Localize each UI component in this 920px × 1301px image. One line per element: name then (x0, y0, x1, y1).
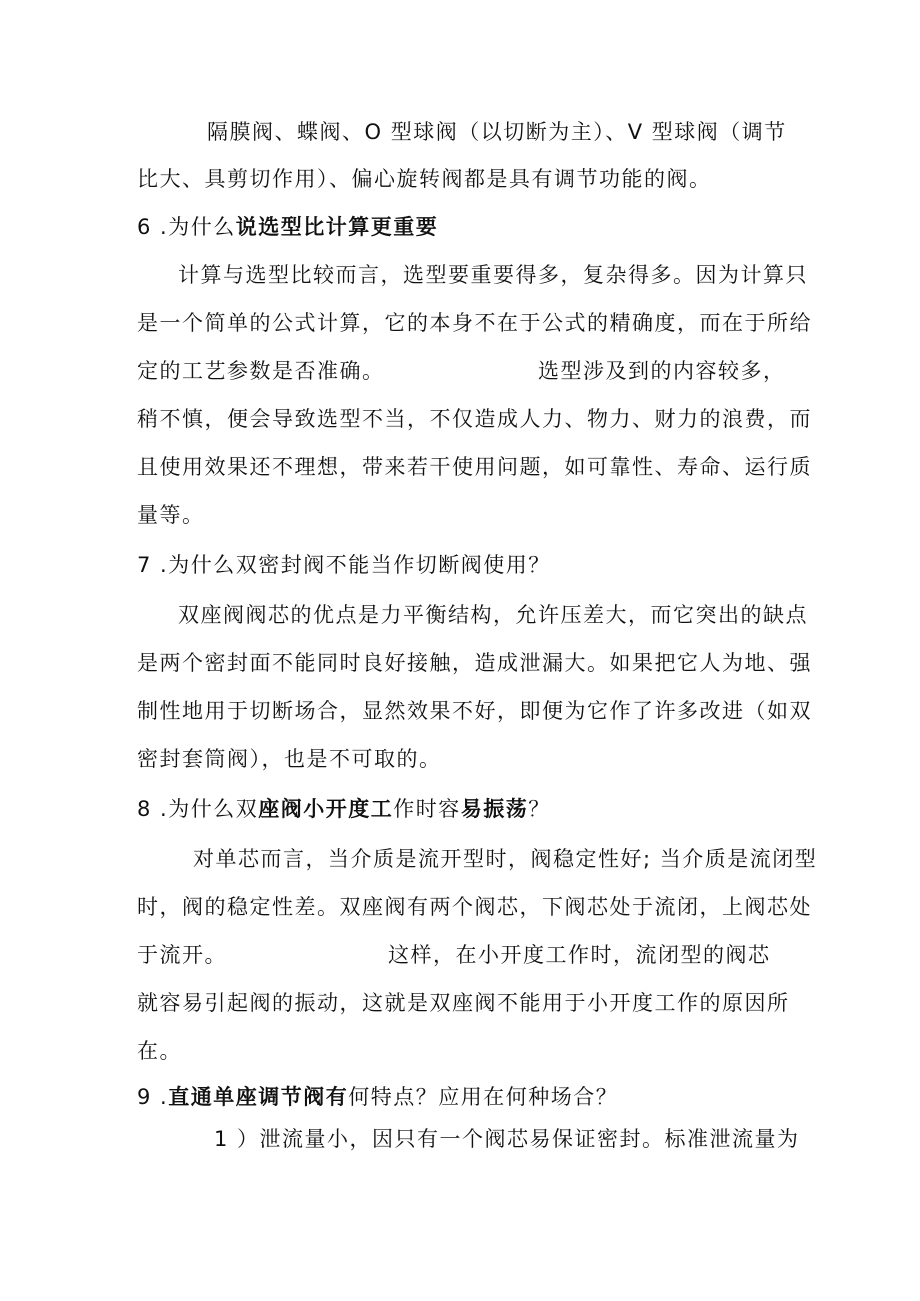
q8-para-line-3b: 这样，在小开度工作时，流闭型的阀芯 (388, 943, 771, 967)
q6-heading (137, 212, 438, 242)
q8-para-line-1: 对单芯而言，当介质是流开型时，阀稳定性好; 当介质是流闭型 (193, 847, 818, 871)
q6-para-line-3b: 选型涉及到的内容较多， (538, 359, 786, 383)
q7-para-line-3: 制性地用于切断场合，显然效果不好，即便为它作了许多改进（如双 (137, 699, 812, 723)
q6-para-line-6: 量等。 (137, 503, 205, 527)
q6-para-line-3a: 定的工艺参数是否准确。 (137, 359, 385, 383)
q9-heading (137, 1082, 618, 1112)
q8-title-part-2: 作时容 (393, 797, 461, 821)
intro-line-1: 隔膜阀、蝶阀、O 型球阀（以切断为主）、V 型球阀（调节 (207, 120, 787, 144)
q8-title-bold-2: 易振荡 (460, 797, 529, 821)
q8-para-line-3a: 于流开。 (137, 943, 227, 967)
q7-heading: 7 .为什么双密封阀不能当作切断阀使用？ (137, 553, 551, 577)
q9-number: 9 . (137, 1085, 169, 1109)
q7-para-line-1: 双座阀阀芯的优点是力平衡结构，允许压差大，而它突出的缺点 (178, 603, 808, 627)
q8-heading (137, 794, 551, 824)
q8-title-part-3: ？ (528, 797, 551, 821)
intro-line-2: 比大、具剪切作用）、偏心旋转阀都是具有调节功能的阀。 (137, 167, 712, 191)
q8-para-line-4: 就容易引起阀的振动，这就是双座阀不能用于小开度工作的原因所 (137, 991, 790, 1015)
q7-para-line-4: 密封套筒阀），也是不可取的。 (137, 747, 442, 771)
q6-para-line-4: 稍不慎，便会导致选型不当，不仅造成人力、物力、财力的浪费，而 (137, 407, 812, 431)
q8-para-line-5: 在。 (137, 1039, 182, 1063)
q9-point-1: 1 ）泄流量小，因只有一个阀芯易保证密封。标准泄流量为 (214, 1127, 800, 1151)
q8-title-bold-1: 座阀小开度工 (258, 797, 394, 821)
q7-para-line-2: 是两个密封面不能同时良好接触，造成泄漏大。如果把它人为地、强 (137, 651, 812, 675)
q6-para-line-1: 计算与选型比较而言，选型要重要得多，复杂得多。因为计算只 (178, 263, 808, 287)
q8-para-line-2: 时，阀的稳定性差。双座阀有两个阀芯，下阀芯处于流闭，上阀芯处 (137, 895, 812, 919)
q6-para-line-5: 且使用效果还不理想，带来若干使用问题，如可靠性、寿命、运行质 (137, 455, 812, 479)
q9-title-rest: 何特点？应用在何种场合？ (348, 1085, 619, 1109)
q6-number: 6 .为什么 (137, 215, 236, 239)
q9-title-bold: 直通单座调节阀有 (168, 1085, 349, 1109)
q6-para-line-2: 是一个简单的公式计算，它的本身不在于公式的精确度，而在于所给 (137, 311, 812, 335)
q6-title-bold: 说选型比计算更重要 (235, 215, 439, 239)
q8-title-part-1: 8 .为什么双 (137, 797, 259, 821)
